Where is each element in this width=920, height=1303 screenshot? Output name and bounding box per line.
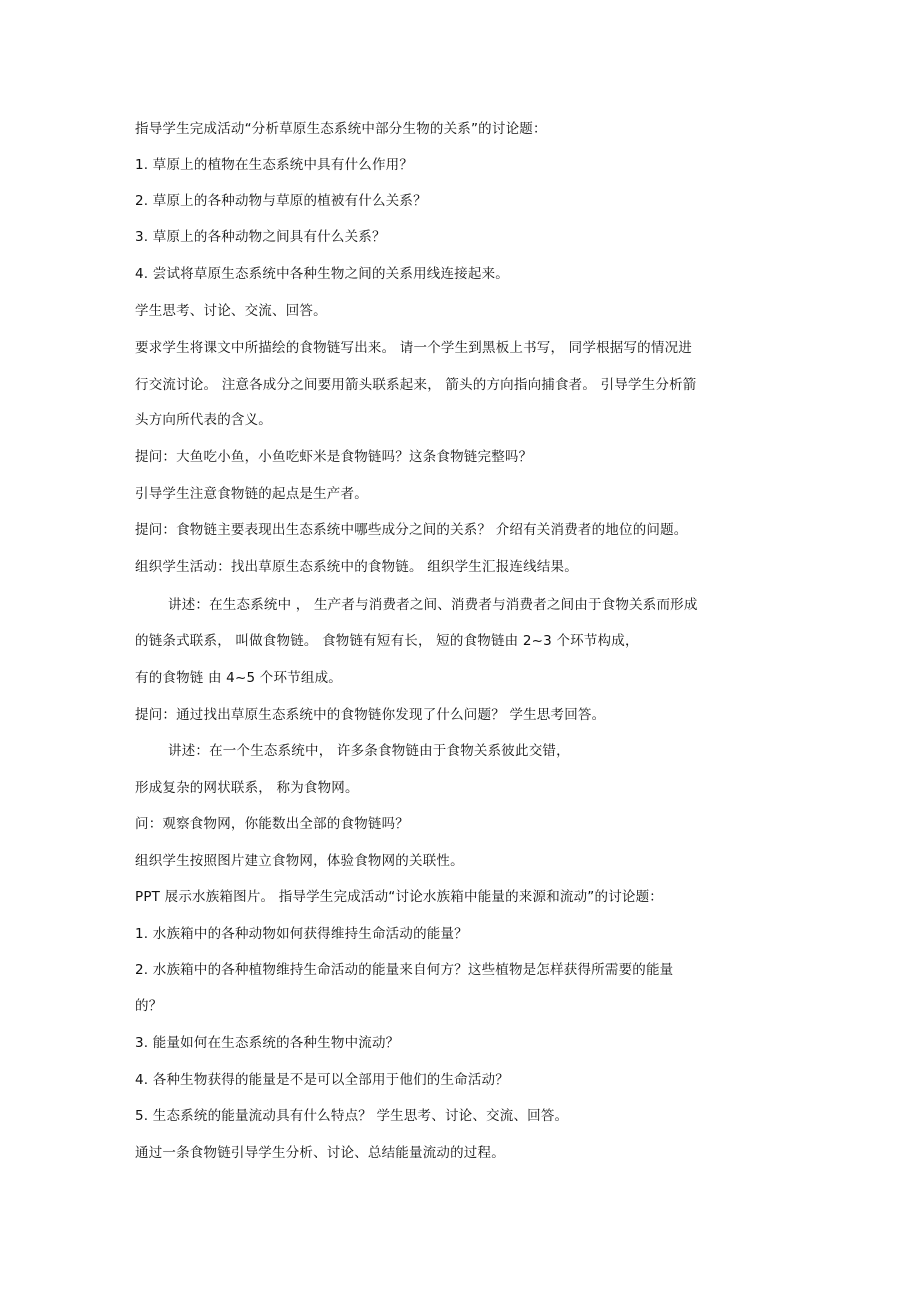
text-line: 提问：食物链主要表现出生态系统中哪些成分之间的关系？ 介绍有关消费者的地位的问题。 <box>135 522 688 538</box>
text-line: 1. 草原上的植物在生态系统中具有什么作用？ <box>135 157 414 173</box>
text-line: 的链条式联系， 叫做食物链。 食物链有短有长， 短的食物链由 2~3 个环节构成， <box>135 633 639 649</box>
text-line: 提问：通过找出草原生态系统中的食物链你发现了什么问题？ 学生思考回答。 <box>135 707 606 723</box>
text-line: PPT 展示水族箱图片。 指导学生完成活动“讨论水族箱中能量的来源和流动”的讨论题： <box>135 889 663 905</box>
text-line: 形成复杂的网状联系， 称为食物网。 <box>135 780 359 796</box>
text-line: 通过一条食物链引导学生分析、讨论、总结能量流动的过程。 <box>135 1145 505 1161</box>
text-line: 讲述：在生态系统中 ， 生产者与消费者之间、消费者与消费者之间由于食物关系而形成 <box>168 597 698 613</box>
text-line: 2. 草原上的各种动物与草原的植被有什么关系？ <box>135 193 427 209</box>
text-line: 的？ <box>135 998 163 1014</box>
text-line: 4. 各种生物获得的能量是不是可以全部用于他们的生命活动？ <box>135 1072 509 1088</box>
text-line: 4. 尝试将草原生态系统中各种生物之间的关系用线连接起来。 <box>135 266 509 282</box>
text-line: 1. 水族箱中的各种动物如何获得维持生命活动的能量？ <box>135 926 468 942</box>
text-line: 组织学生活动：找出草原生态系统中的食物链。 组织学生汇报连线结果。 <box>135 559 578 575</box>
text-line: 组织学生按照图片建立食物网，体验食物网的关联性。 <box>135 853 464 869</box>
text-line: 学生思考、讨论、交流、回答。 <box>135 303 327 319</box>
text-line: 3. 能量如何在生态系统的各种生物中流动？ <box>135 1035 400 1051</box>
text-line: 3. 草原上的各种动物之间具有什么关系？ <box>135 229 386 245</box>
text-line: 讲述：在一个生态系统中， 许多条食物链由于食物关系彼此交错， <box>168 743 570 759</box>
text-line: 引导学生注意食物链的起点是生产者。 <box>135 486 368 502</box>
text-line: 提问：大鱼吃小鱼，小鱼吃虾米是食物链吗？这条食物链完整吗？ <box>135 449 533 465</box>
text-line: 头方向所代表的含义。 <box>135 412 272 428</box>
text-line: 要求学生将课文中所描绘的食物链写出来。 请一个学生到黑板上书写， 同学根据写的情况进 <box>135 340 692 356</box>
text-line: 行交流讨论。 注意各成分之间要用箭头联系起来， 箭头的方向指向捕食者。 引导学生分析箭 <box>135 377 697 393</box>
text-line: 指导学生完成活动“分析草原生态系统中部分生物的关系”的讨论题： <box>135 121 547 137</box>
text-line: 2. 水族箱中的各种植物维持生命活动的能量来自何方？这些植物是怎样获得所需要的能量 <box>135 962 674 978</box>
text-line: 有的食物链 由 4~5 个环节组成。 <box>135 670 342 686</box>
text-line: 5. 生态系统的能量流动具有什么特点？ 学生思考、讨论、交流、回答。 <box>135 1108 569 1124</box>
text-line: 问：观察食物网，你能数出全部的食物链吗？ <box>135 816 409 832</box>
